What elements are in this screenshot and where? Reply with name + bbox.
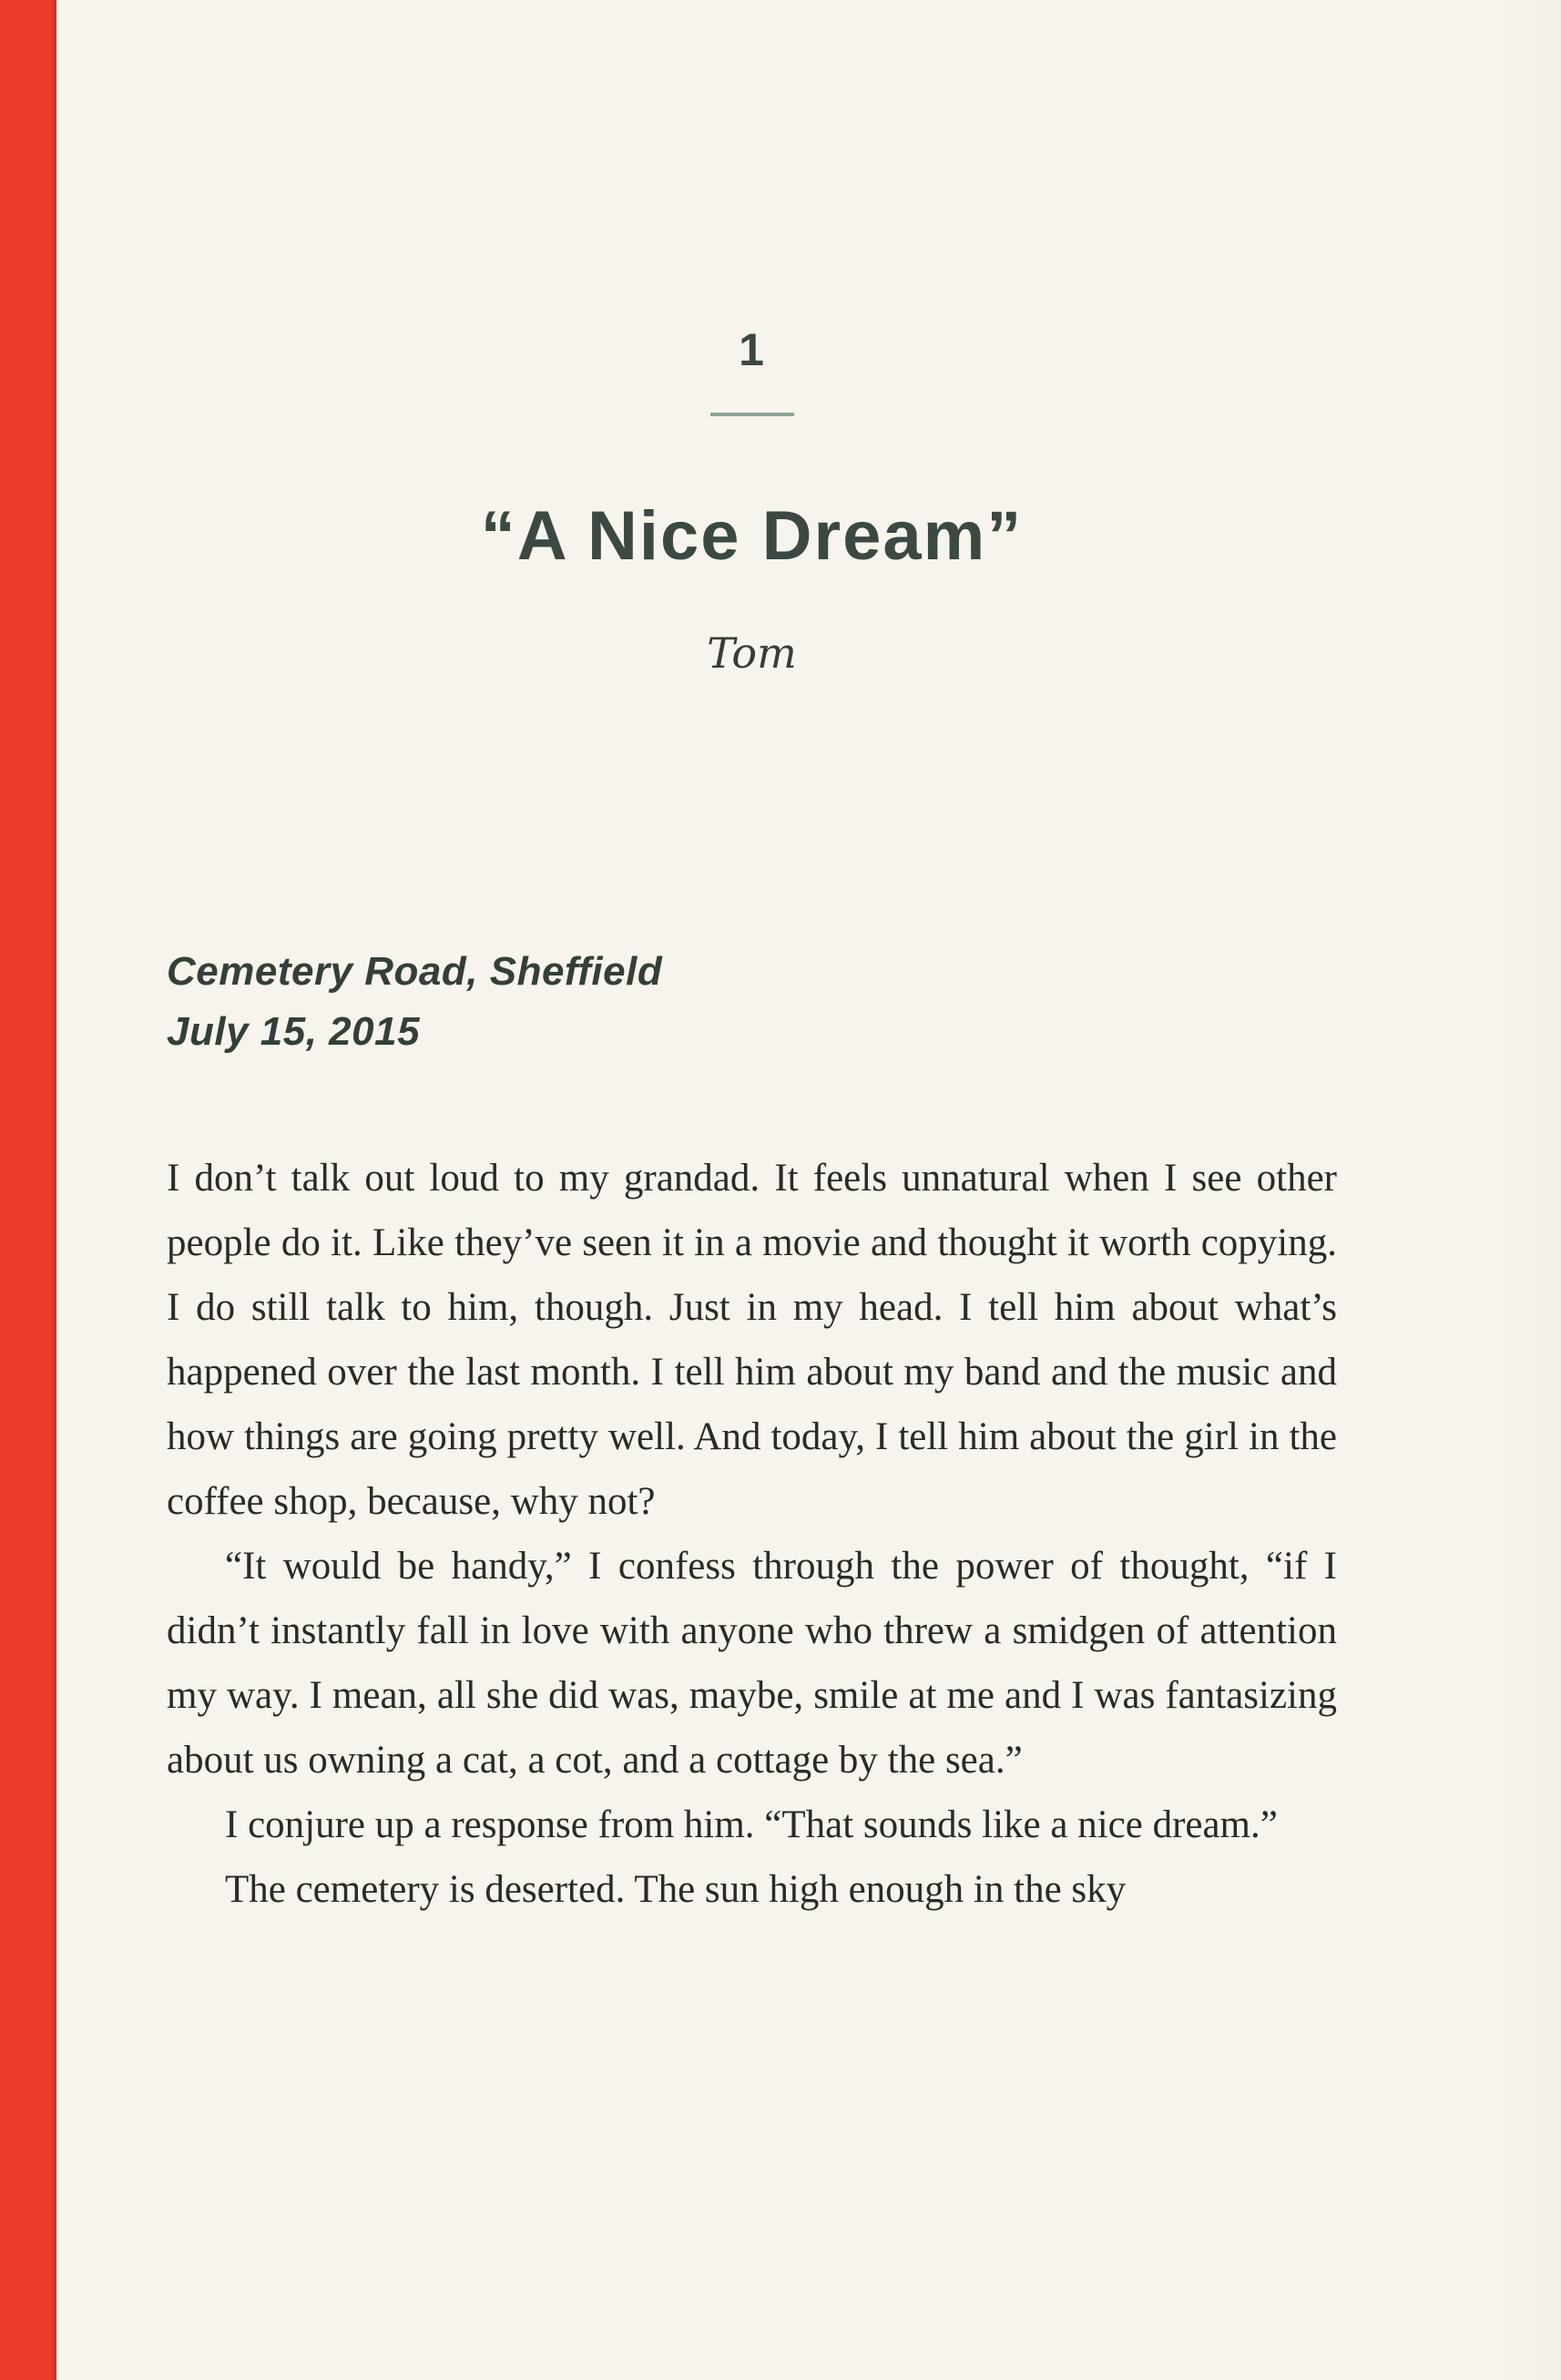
body-text — [167, 1146, 1337, 1922]
page-content — [167, 0, 1337, 1922]
chapter-divider-rule — [710, 413, 794, 416]
scene-date: July 15, 2015 — [167, 1009, 421, 1054]
paragraph: The cemetery is deserted. The sun high enough in the sky — [225, 1868, 1127, 1911]
pov-name: Tom — [707, 628, 797, 678]
paragraph: “It would be handy,” I confess through the power of thought, “if I didn’t instantly fall in love with anyone who threw a smidgen of attention my way. I mean, all she did was, maybe, smile at me and I was fantasizing about us owning a cat, a cot, and a cottage by the sea.” — [167, 1545, 1337, 1782]
paragraph: I don’t talk out loud to my grandad. It feels unnatural when I see other people do it. Like they’ve seen it in a movie and thought it worth copying. I do still talk to him, though. Just in my head. I tell him about what’s happened over the last month. I tell him about my band and the music and how things are going pretty well. And today, I tell him about the girl in the coffee shop, because, why not? — [167, 1157, 1337, 1523]
scene-location: Cemetery Road, Sheffield — [167, 949, 663, 994]
chapter-number: 1 — [739, 324, 765, 375]
chapter-title: “A Nice Dream” — [480, 497, 1024, 575]
book-spine-red-edge — [0, 0, 56, 2380]
paragraph: I conjure up a response from him. “That sounds like a nice dream.” — [225, 1803, 1278, 1846]
scene-heading — [167, 942, 1337, 1062]
